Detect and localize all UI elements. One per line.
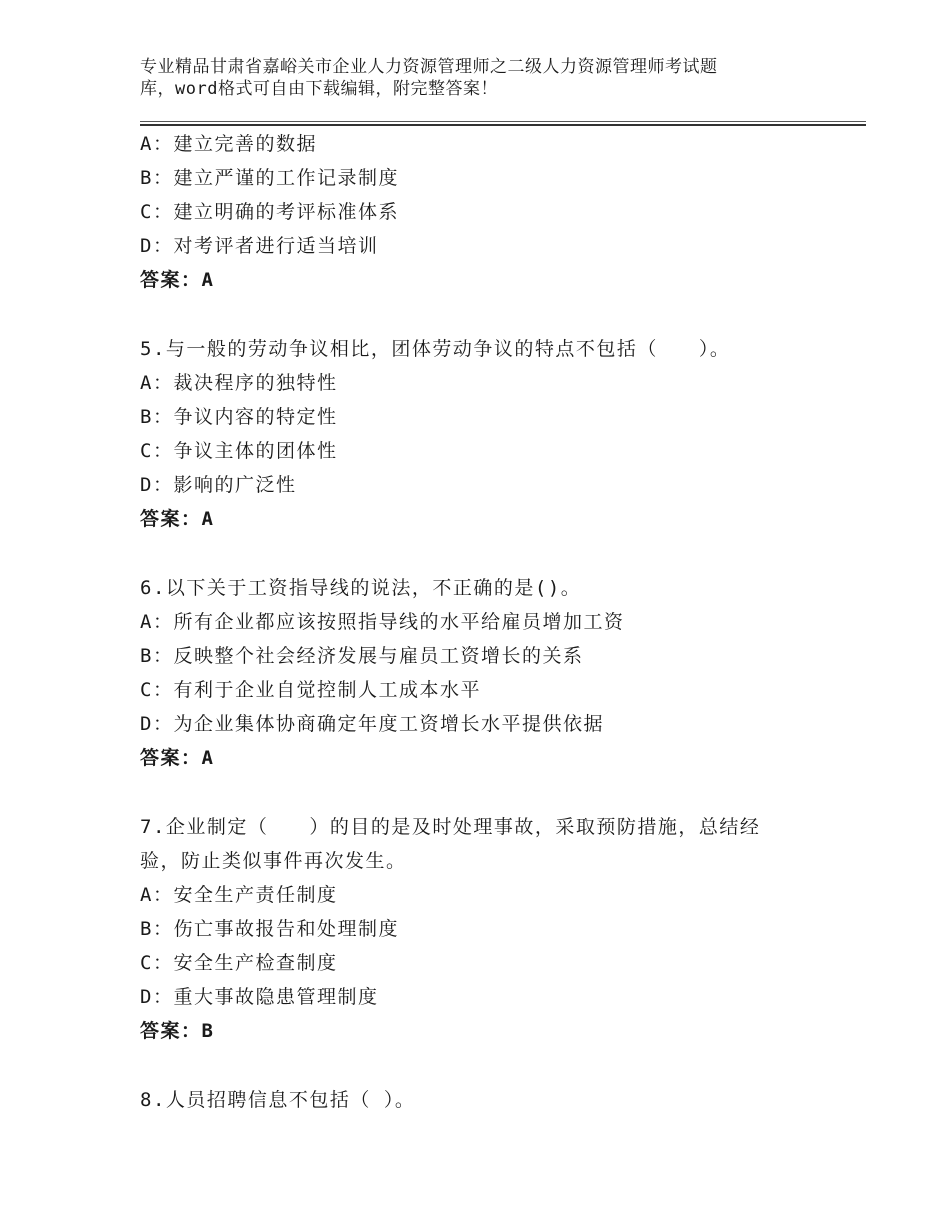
option-d: D：影响的广泛性 xyxy=(140,474,297,496)
option-c: C：有利于企业自觉控制人工成本水平 xyxy=(140,679,481,701)
header-title-line-2: 库，word格式可自由下载编辑，附完整答案！ xyxy=(140,79,498,99)
question-block-7 xyxy=(140,810,840,1048)
document-header xyxy=(140,56,820,100)
question-block-prev xyxy=(140,127,840,297)
question-block-8 xyxy=(140,1083,840,1117)
header-double-rule xyxy=(140,121,866,126)
question-stem: 8.人员招聘信息不包括（ ）。 xyxy=(140,1089,416,1111)
answer-line: 答案：A xyxy=(140,747,215,769)
document-content xyxy=(140,127,840,1117)
option-a: A：所有企业都应该按照指导线的水平给雇员增加工资 xyxy=(140,611,625,633)
option-a: A：裁决程序的独特性 xyxy=(140,372,338,394)
option-a: A：建立完善的数据 xyxy=(140,133,317,155)
header-title-line-1: 专业精品甘肃省嘉峪关市企业人力资源管理师之二级人力资源管理师考试题 xyxy=(140,57,718,77)
option-b: B：建立严谨的工作记录制度 xyxy=(140,167,399,189)
question-stem-line-1: 7.企业制定（ ）的目的是及时处理事故，采取预防措施，总结经 xyxy=(140,816,761,838)
question-stem: 5.与一般的劳动争议相比，团体劳动争议的特点不包括（ ）。 xyxy=(140,338,731,360)
answer-line: 答案：A xyxy=(140,508,215,530)
option-c: C：争议主体的团体性 xyxy=(140,440,338,462)
question-block-6 xyxy=(140,571,840,775)
question-stem: 6.以下关于工资指导线的说法，不正确的是()。 xyxy=(140,577,582,599)
option-c: C：建立明确的考评标准体系 xyxy=(140,201,399,223)
option-b: B：争议内容的特定性 xyxy=(140,406,338,428)
option-b: B：反映整个社会经济发展与雇员工资增长的关系 xyxy=(140,645,584,667)
option-d: D：为企业集体协商确定年度工资增长水平提供依据 xyxy=(140,713,604,735)
answer-line: 答案：B xyxy=(140,1020,215,1042)
option-d: D：对考评者进行适当培训 xyxy=(140,235,379,257)
option-c: C：安全生产检查制度 xyxy=(140,952,338,974)
answer-line: 答案：A xyxy=(140,269,215,291)
question-block-5 xyxy=(140,332,840,536)
option-b: B：伤亡事故报告和处理制度 xyxy=(140,918,399,940)
question-stem-line-2: 验，防止类似事件再次发生。 xyxy=(140,850,407,872)
option-a: A：安全生产责任制度 xyxy=(140,884,338,906)
option-d: D：重大事故隐患管理制度 xyxy=(140,986,379,1008)
